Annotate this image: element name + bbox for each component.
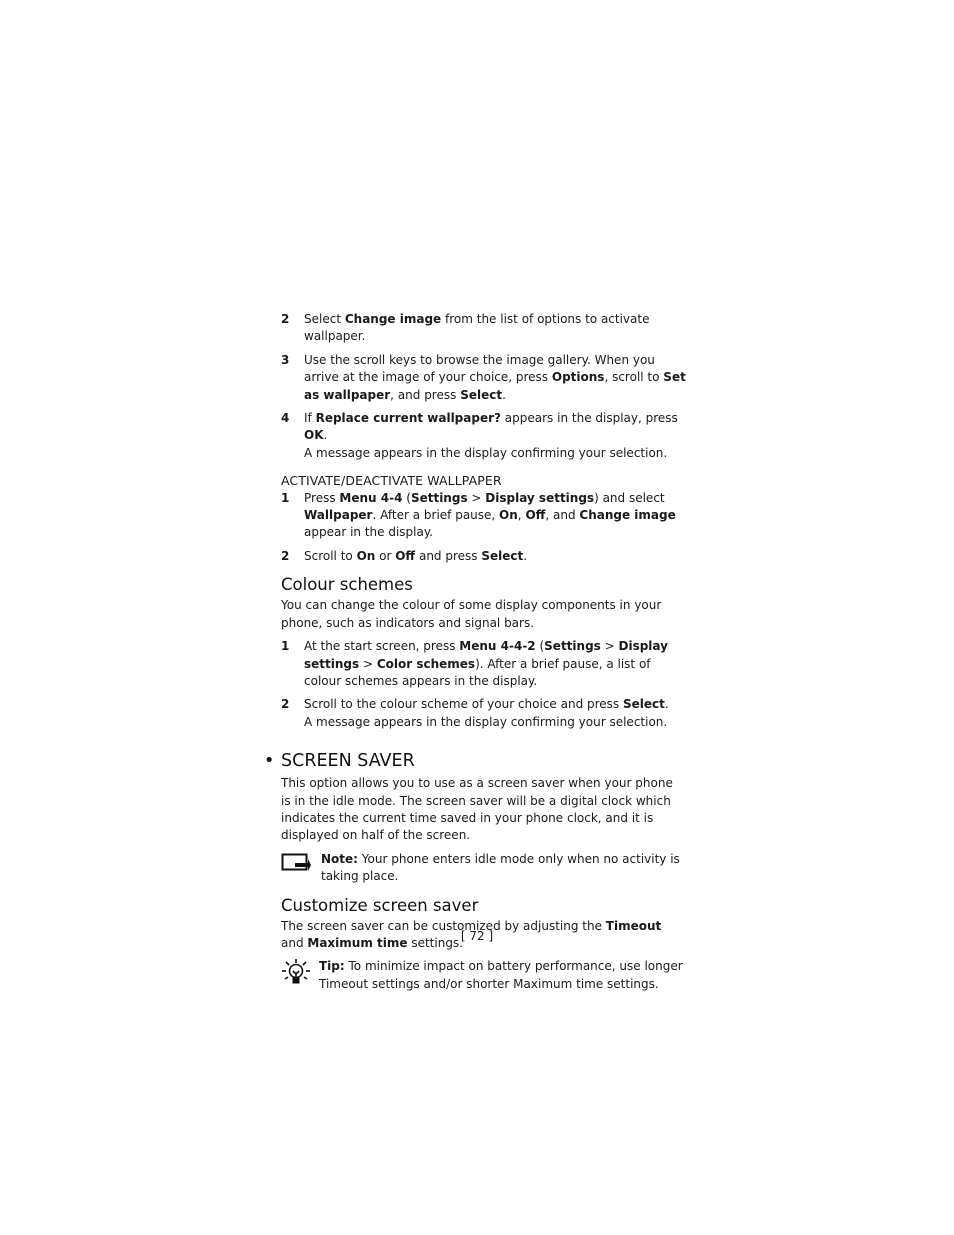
activate-steps — [281, 490, 686, 566]
colour-schemes-intro: You can change the colour of some display components in your phone, such as indicators and signal bars. — [281, 598, 662, 630]
bold-term: Timeout — [605, 918, 662, 933]
bold-term: Display settings — [304, 639, 668, 671]
step-item — [281, 638, 686, 690]
bold-term: Maximum time — [307, 935, 408, 950]
text-run: Use the scroll keys to browse the image gallery. When you arrive at the image of your choice, press — [304, 352, 655, 385]
text-run: . — [502, 387, 506, 402]
text-run: Press — [304, 490, 340, 505]
text-run: A message appears in the display confirming your selection. — [304, 714, 668, 729]
activate-heading: ACTIVATE/DEACTIVATE WALLPAPER — [281, 473, 502, 489]
text-run: appears in the display, press — [500, 411, 678, 426]
wallpaper-steps — [281, 311, 686, 462]
step-number: 3 — [281, 352, 290, 367]
bold-term: Wallpaper — [304, 508, 373, 523]
step-item — [281, 352, 686, 404]
section-bullet: • — [264, 751, 275, 772]
bold-term: Off — [525, 508, 546, 523]
step-text — [304, 696, 686, 731]
step-item — [281, 548, 686, 565]
bold-term: Menu 4-4-2 — [459, 639, 536, 654]
note-icon — [281, 851, 321, 886]
text-run: If — [304, 411, 316, 426]
text-run: or — [375, 548, 396, 563]
text-run: from the list of options to activate wallpaper. — [304, 312, 650, 344]
text-run: A message appears in the display confirming your selection. — [304, 445, 668, 460]
step-text — [304, 311, 686, 346]
text-run: and press — [415, 548, 482, 563]
step-item — [281, 490, 686, 542]
bold-term: Replace current wallpaper? — [315, 411, 501, 426]
tip-label: Tip: — [319, 959, 345, 974]
text-run: Scroll to — [304, 548, 357, 563]
bold-term: Off — [395, 548, 416, 563]
screen-saver-intro: This option allows you to use as a screen saver when your phone is in the idle mode. The screen saver will be a digital clock which indicates the current time saved in your phone clock, and it is displayed on half of the screen. — [281, 776, 673, 843]
step-number: 1 — [281, 639, 290, 654]
text-run: . After a brief pause, — [372, 508, 500, 523]
step-text — [304, 410, 686, 462]
bold-term: Color schemes — [376, 656, 476, 671]
text-run: and — [281, 935, 308, 950]
text-run: , and press — [390, 387, 461, 402]
bold-term: Change image — [344, 312, 442, 326]
step-number: 2 — [281, 312, 290, 326]
step-number: 4 — [281, 411, 290, 426]
text-run: At the start screen, press — [304, 639, 460, 654]
page-content — [264, 311, 686, 1001]
bold-term: Settings — [410, 490, 468, 505]
bold-term: On — [499, 508, 518, 523]
step-text — [304, 548, 686, 565]
bold-term: Menu 4-4 — [339, 490, 403, 505]
text-run: , and — [545, 508, 580, 523]
bold-term: Settings — [544, 639, 601, 654]
note-callout — [281, 851, 686, 886]
lightbulb-icon — [281, 958, 319, 993]
bold-term: Set as wallpaper — [304, 370, 686, 402]
tip-callout — [281, 958, 686, 993]
text-run: Select — [304, 312, 345, 326]
bold-term: Options — [551, 370, 605, 385]
text-run: > — [600, 639, 619, 654]
bold-term: Display settings — [485, 490, 595, 505]
text-run: ). After a brief pause, a list of colour schemes appears in the display. — [304, 656, 651, 688]
section-title: SCREEN SAVER — [281, 751, 415, 772]
step-text — [304, 638, 686, 690]
step-item — [281, 696, 686, 731]
text-run: . — [323, 428, 328, 443]
bold-term: Select — [481, 548, 524, 563]
text-run: settings. — [407, 935, 463, 950]
tip-text: To minimize impact on battery performance, use longer Timeout settings and/or shorter Maximum time settings. — [319, 959, 683, 991]
bold-term: Select — [460, 387, 503, 402]
text-run: ( — [535, 639, 545, 654]
step-text — [304, 490, 686, 542]
text-run: ( — [402, 490, 411, 505]
text-run: Scroll to the colour scheme of your choice and press — [304, 697, 624, 712]
bold-term: Select — [623, 697, 665, 712]
text-run: > — [359, 656, 377, 671]
tip-text-block — [319, 958, 686, 993]
step-number: 2 — [281, 697, 290, 712]
text-run: , — [517, 508, 526, 523]
text-run: , scroll to — [604, 370, 664, 385]
bold-term: On — [356, 548, 376, 563]
bold-term: OK — [304, 428, 324, 443]
text-run: The screen saver can be customized by adjusting the — [281, 918, 606, 933]
text-run: . — [664, 697, 669, 712]
section-heading — [264, 751, 686, 771]
text-run: > — [467, 490, 486, 505]
step-number: 1 — [281, 490, 290, 505]
page-number: [ 72 ] — [460, 929, 494, 943]
step-item — [281, 410, 686, 462]
step-text — [304, 352, 686, 404]
step-item — [281, 311, 686, 346]
customize-heading: Customize screen saver — [281, 895, 479, 915]
text-run: ) and select — [594, 490, 665, 505]
text-run: . — [523, 548, 528, 563]
colour-schemes-heading: Colour schemes — [281, 575, 413, 595]
text-run: appear in the display. — [304, 525, 434, 540]
note-label: Note: — [321, 851, 358, 866]
note-text: Your phone enters idle mode only when no activity is taking place. — [321, 851, 680, 884]
bold-term: Change image — [579, 508, 676, 523]
colour-steps — [281, 638, 686, 731]
note-text-block — [321, 851, 686, 886]
step-number: 2 — [281, 548, 290, 563]
